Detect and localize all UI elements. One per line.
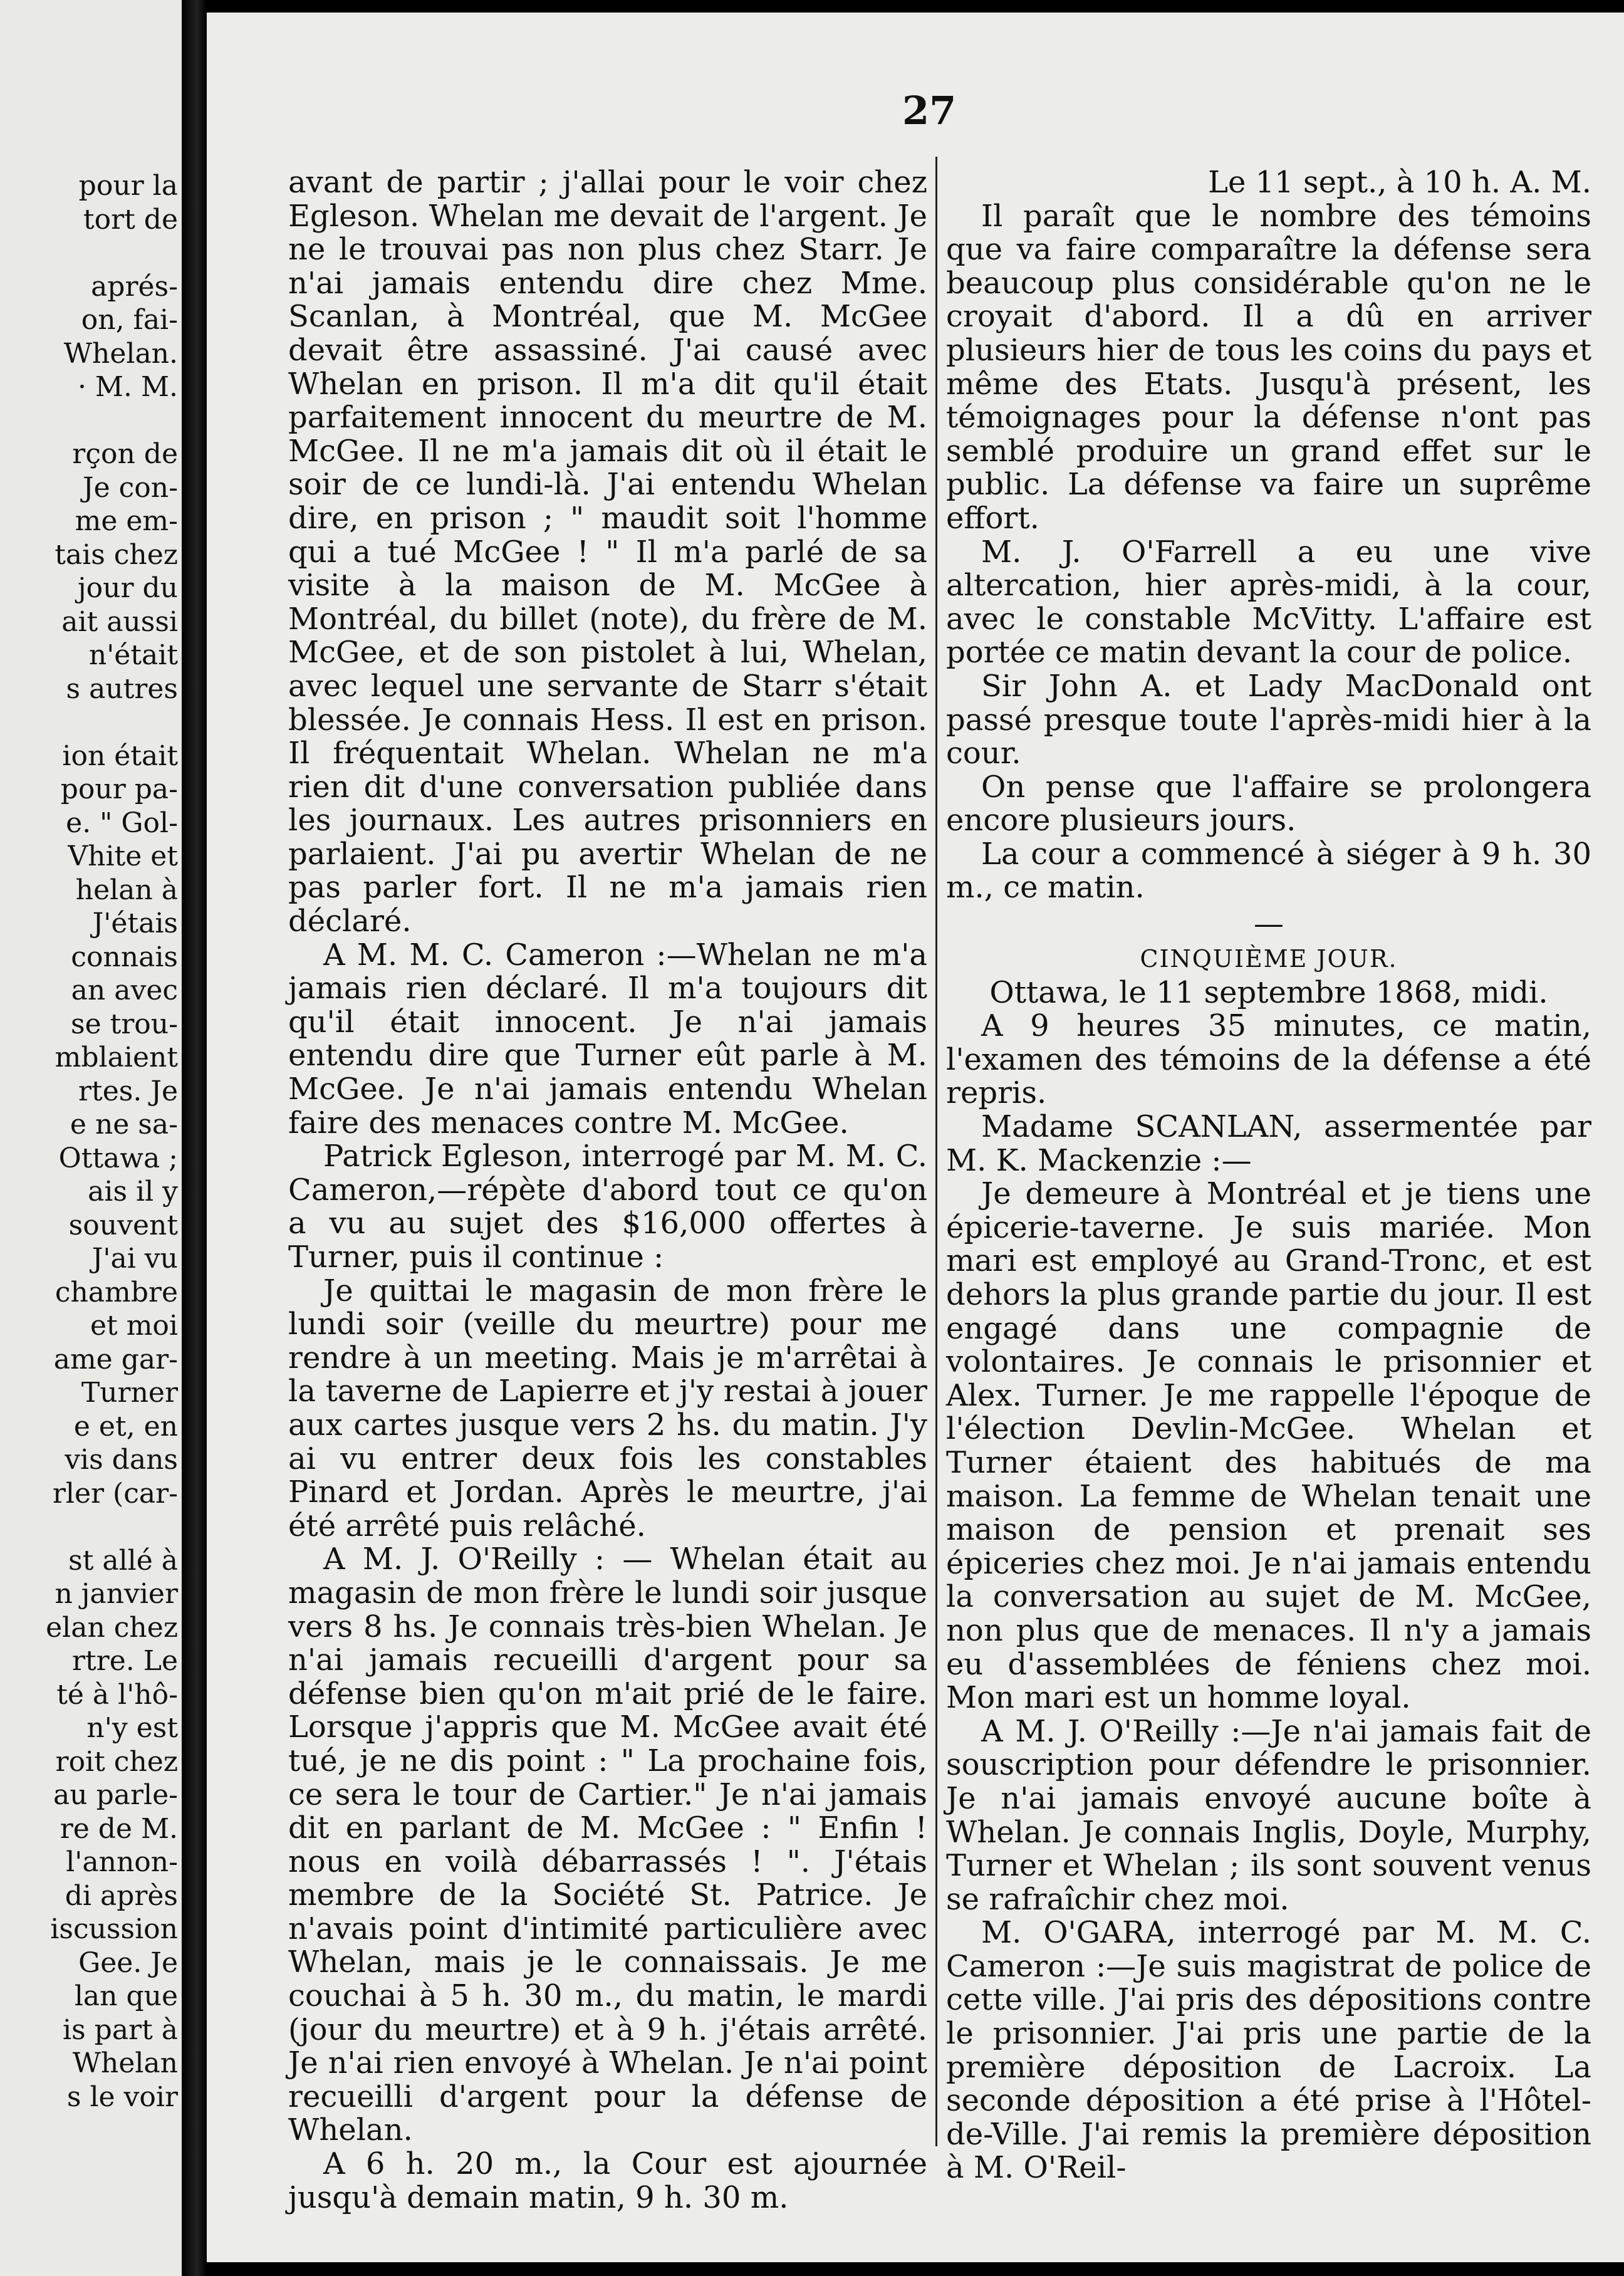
paragraph: A 9 heures 35 minutes, ce matin, l'examen des témoins de la défense a été repris. <box>946 1008 1591 1111</box>
fragment-line: Vhite et <box>68 840 178 872</box>
fragment-line <box>0 236 178 270</box>
fragment-line: rçon de <box>72 438 178 470</box>
paragraph: A M. J. O'Reilly : — Whelan était au magasin de mon frère le lundi soir jusque vers 8 hs. Je connais très-bien Whelan. Je n'ai jamais recueilli d'argent pour sa défense bien qu'on m'ait prié de le faire. Lorsque j'appris que M. McGee avait été tué, je ne dis point : " La prochaine fois, ce sera le tour de Cartier." Je n'ai jamais dit en parlant de M. McGee : " Enfin ! nous en voilà débarrassés ! ". J'étais membre de la Société St. Patrice. Je n'avais point d'intimité particulière avec Whelan, mais je le connaissais. Je me couchai à 5 h. 30 m., du matin, le mardi (jour du meurtre) et à 9 h. j'étais arrêté. Je n'ai rien envoyé à Whelan. Je n'ai point recueilli d'argent pour la défense de Whelan. <box>288 1542 927 2148</box>
fragment-line: n janvier <box>55 1578 178 1610</box>
fragment-line: e ne sa- <box>70 1109 178 1141</box>
fragment-line: re de M. <box>60 1812 178 1845</box>
page-number: 27 <box>902 88 957 133</box>
fragment-line: rtre. Le <box>71 1645 178 1677</box>
fragment-line: Je con- <box>82 471 178 504</box>
paragraph: A M. J. O'Reilly :—Je n'ai jamais fait de souscription pour défendre le prisonnier. Je n'ai jamais envoyé aucune boîte à Whelan. Je connais Inglis, Doyle, Murphy, Turner et Whelan ; ils sont souvent venus se rafraîchir chez moi. <box>946 1713 1591 1917</box>
fragment-line: n'y est <box>86 1712 178 1744</box>
paragraph: Il paraît que le nombre des témoins que va faire comparaître la défense sera beaucoup plus considérable qu'on ne le croyait d'abord. Il a dû en arriver plusieurs hier de tous les coins du pays et même des Etats. Jusqu'à présent, les témoignages pour la défense n'ont pas semblé produire un grand effet sur le public. La défense va faire un suprême effort. <box>946 198 1591 536</box>
fragment-line: s autres <box>66 672 178 705</box>
right-text-column <box>946 166 1591 2185</box>
fragment-line: chambre <box>55 1276 178 1308</box>
fragment-line: helan à <box>75 874 178 906</box>
fragment-line: n'était <box>88 639 178 671</box>
fragment-line: e et, en <box>73 1410 178 1443</box>
fragment-line: e. " Gol- <box>66 807 178 839</box>
fragment-line: aprés- <box>91 270 178 303</box>
fragment-line: · M. M. <box>77 371 178 403</box>
fragment-line: au parle- <box>53 1779 178 1811</box>
fragment-line: ion était <box>62 739 178 772</box>
paragraph: avant de partir ; j'allai pour le voir chez Egleson. Whelan me devait de l'argent. Je ne le trouvai pas non plus chez Starr. Je n'ai jamais entendu dire chez Mme. Scanlan, à Montréal, que M. McGee devait être assassiné. J'ai causé avec Whelan en prison. Il m'a dit qu'il était parfaitement innocent du meurtre de M. McGee. Il ne m'a jamais dit où il était le soir de ce lundi-là. J'ai entendu Whelan dire, en prison ; " maudit soit l'homme qui a tué McGee ! " Il m'a parlé de sa visite à la maison de M. McGee à Montréal, du billet (note), du frère de M. McGee, et de son pistolet à lui, Whelan, avec lequel une servante de Starr s'était blessée. Je connais Hess. Il est en prison. Il fréquentait Whelan. Whelan ne m'a rien dit d'une conversation publiée dans les journaux. Les autres prisonniers en parlaient. J'ai pu avertir Whelan de ne pas parler fort. Il ne m'a jamais rien déclaré. <box>288 165 927 939</box>
paragraph: A M. M. C. Cameron :—Whelan ne m'a jamais rien déclaré. Il m'a toujours dit qu'il était innocent. Je n'ai jamais entendu dire que Turner eût parle à M. McGee. Je n'ai jamais entendu Whelan faire des menaces contre M. McGee. <box>288 937 927 1141</box>
book-gutter <box>182 0 207 2276</box>
fragment-line: ait aussi <box>61 605 178 638</box>
fragment-line: rtes. Je <box>78 1075 178 1107</box>
adjacent-page-text <box>0 169 178 2114</box>
fragment-line <box>0 1510 178 1544</box>
fragment-line: tort de <box>83 203 178 236</box>
fragment-line <box>0 404 178 438</box>
fragment-line: ame gar- <box>53 1343 178 1376</box>
dateline: Le 11 sept., à 10 h. A. M. <box>1208 165 1591 200</box>
fragment-line: roit chez <box>55 1745 178 1778</box>
fragment-line: Ottawa ; <box>58 1142 178 1174</box>
paragraph: Je quittai le magasin de mon frère le lundi soir (veille du meurtre) pour me rendre à un meeting. Mais je m'arrêtai à la taverne de Lapierre et j'y restai à jouer aux cartes jusque vers 2 hs. du matin. J'y ai vu entrer deux fois les constables Pinard et Jordan. Après le meurtre, j'ai été arrêté puis relâché. <box>288 1273 927 1543</box>
fragment-line: Whelan <box>72 2047 178 2079</box>
paragraph: M. J. O'Farrell a eu une vive altercation, hier après-midi, à la cour, avec le constable McVitty. L'affaire est portée ce matin devant la cour de police. <box>946 534 1591 671</box>
fragment-line: lan que <box>74 1980 178 2012</box>
document-page <box>207 13 1624 2262</box>
fragment-line: di après <box>65 1879 178 1912</box>
fragment-line: mblaient <box>55 1041 178 1073</box>
fragment-line: ais il y <box>88 1176 178 1208</box>
paragraph: M. O'GARA, interrogé par M. M. C. Cameron :—Je suis magistrat de police de cette ville. J'ai pris des dépositions contre le prisonnier. J'ai pris une partie de la première déposition de Lacroix. La seconde déposition a été prise à l'Hôtel-de-Ville. J'ai remis la première déposition à M. O'Reil- <box>946 1915 1591 2186</box>
paragraph: A 6 h. 20 m., la Cour est ajournée jusqu'à demain matin, 9 h. 30 m. <box>288 2146 927 2215</box>
fragment-line: Gee. Je <box>78 1946 178 1979</box>
fragment-line: jour du <box>78 572 178 604</box>
column-divider <box>935 157 937 2146</box>
fragment-line: l'annon- <box>66 1846 178 1878</box>
adjacent-page-fragment <box>0 0 182 2276</box>
paragraph: Sir John A. et Lady MacDonald ont passé presque toute l'après-midi hier à la cour. <box>946 668 1591 771</box>
fragment-line: pour pa- <box>60 773 178 805</box>
fragment-line: et moi <box>90 1310 178 1342</box>
fragment-line: rler (car- <box>52 1477 178 1510</box>
fragment-line: J'étais <box>92 907 178 939</box>
separator: — <box>1254 906 1284 942</box>
fragment-line: on, fai- <box>81 304 178 336</box>
fragment-line: souvent <box>68 1209 178 1241</box>
fragment-line: st allé à <box>68 1544 178 1577</box>
fragment-line: té à l'hô- <box>56 1678 178 1711</box>
paragraph: Je demeure à Montréal et je tiens une épicerie-taverne. Je suis mariée. Mon mari est employé au Grand-Tronc, et est dehors la plus grande partie du jour. Il est engagé dans une compagnie de volontaires. Je connais le prisonnier et Alex. Turner. Je me rappelle l'époque de l'élection Devlin-McGee. Whelan et Turner étaient des habitués de ma maison. La femme de Whelan tenait une maison de pension et prenait ses épiceries chez moi. Je n'ai jamais entendu la conversation au sujet de M. McGee, non plus que de menaces. Il n'y a jamais eu d'assemblées de féniens chez moi. Mon mari est un homme loyal. <box>946 1176 1591 1716</box>
fragment-line: elan chez <box>46 1611 178 1644</box>
fragment-line: se trou- <box>70 1008 178 1040</box>
fragment-line: vis dans <box>65 1444 178 1476</box>
paragraph: Patrick Egleson, interrogé par M. M. C. Cameron,—répète d'abord tout ce qu'on a vu au sujet des $16,000 offertes à Turner, puis il continue : <box>288 1139 927 1275</box>
fragment-line: iscussion <box>50 1913 178 1945</box>
fragment-line: is part à <box>63 2013 178 2046</box>
left-text-column <box>288 166 927 2215</box>
fragment-line: tais chez <box>55 538 178 571</box>
fragment-line: pour la <box>78 170 178 202</box>
section-dateline: Ottawa, le 11 septembre 1868, midi. <box>989 974 1548 1010</box>
fragment-line: an avec <box>71 974 178 1006</box>
paragraph: On pense que l'affaire se prolongera encore plusieurs jours. <box>946 769 1591 838</box>
paragraph: Madame SCANLAN, assermentée par M. K. Mackenzie :— <box>946 1109 1591 1178</box>
fragment-line: connais <box>71 941 178 973</box>
fragment-line: J'ai vu <box>91 1243 178 1275</box>
paragraph: La cour a commencé à siéger à 9 h. 30 m., ce matin. <box>946 836 1591 906</box>
fragment-line <box>0 706 178 739</box>
fragment-line: s le voir <box>66 2080 178 2113</box>
fragment-line: Whelan. <box>63 337 178 370</box>
fragment-line: me em- <box>75 505 178 537</box>
fragment-line: Turner <box>81 1377 178 1409</box>
section-heading: CINQUIÈME JOUR. <box>1140 945 1398 973</box>
